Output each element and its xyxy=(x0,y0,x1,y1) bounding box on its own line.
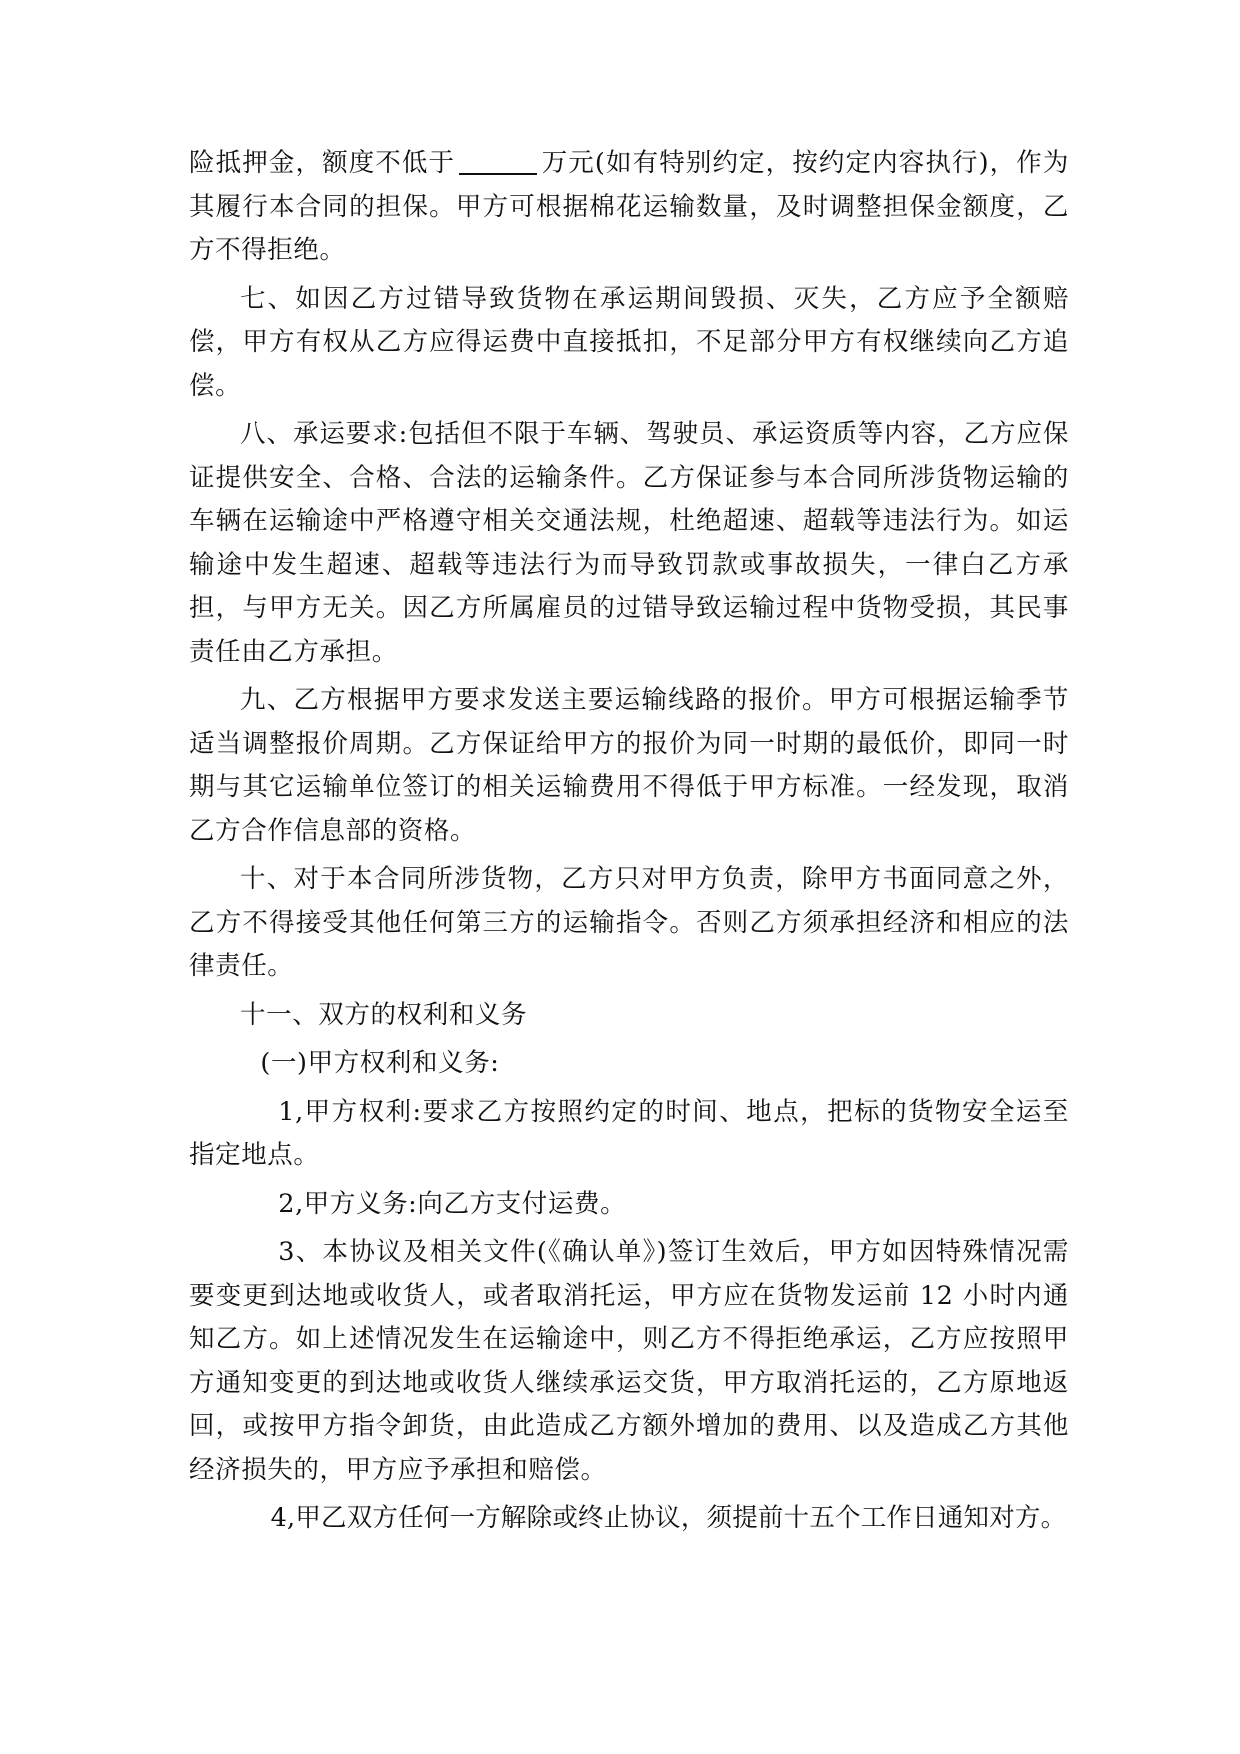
clause-11-item-3: 3、本协议及相关文件(《确认单》)签订生效后，甲方如因特殊情况需要变更到达地或收货人，或者取消托运，甲方应在货物发运前 12 小时内通知乙方。如上述情况发生在运输途中，则乙方不得拒绝承运，乙方应按照甲方通知变更的到达地或收货人继续承运交货，甲方取消托运的，乙方原地返回，或按甲方指令卸货，由此造成乙方额外增加的费用、以及造成乙方其他经济损失的，甲方应予承担和赔偿。 xyxy=(189,1237,1069,1485)
guarantee-text-after-blank: 万元(如有特别约定，按约定内容执行)，作为其履行本合同的担保。甲方可根据棉花运输数量，及时调整担保金额度，乙方不得拒绝。 xyxy=(189,148,1069,265)
amount-blank-line xyxy=(459,148,537,176)
clause-10: 十、对于本合同所涉货物，乙方只对甲方负责，除甲方书面同意之外，乙方不得接受其他任何第三方的运输指令。否则乙方须承担经济和相应的法律责任。 xyxy=(189,864,1069,981)
clause-11-heading: 十一、双方的权利和义务 xyxy=(240,999,528,1030)
guarantee-text-before-blank: 险抵押金，额度不低于 xyxy=(189,148,456,178)
clause-11-subheading-party-a: (一)甲方权利和义务: xyxy=(260,1048,500,1078)
clause-11-item-4: 4,甲乙双方任何一方解除或终止协议，须提前十五个工作日通知对方。 xyxy=(270,1503,1067,1533)
paragraph-guarantee-continuation xyxy=(189,142,1069,273)
clause-8: 八、承运要求:包括但不限于车辆、驾驶员、承运资质等内容，乙方应保证提供安全、合格、合法的运输条件。乙方保证参与本合同所涉货物运输的车辆在运输途中严格遵守相关交通法规，杜绝超速、超载等违法行为。如运输途中发生超速、超载等违法行为而导致罚款或事故损失，一律白乙方承担，与甲方无关。因乙方所属雇员的过错导致运输过程中货物受损，其民事责任由乙方承担。 xyxy=(189,419,1069,667)
document-page xyxy=(189,142,1069,1546)
clause-7: 七、如因乙方过错导致货物在承运期间毁损、灭失，乙方应予全额赔偿，甲方有权从乙方应得运费中直接抵扣，不足部分甲方有权继续向乙方追偿。 xyxy=(189,283,1069,401)
clause-11-item-1: 1,甲方权利:要求乙方按照约定的时间、地点，把标的货物安全运至指定地点。 xyxy=(189,1096,1069,1170)
clause-9: 九、乙方根据甲方要求发送主要运输线路的报价。甲方可根据运输季节适当调整报价周期。乙方保证给甲方的报价为同一时期的最低价，即同一时期与其它运输单位签订的相关运输费用不得低于甲方标准。一经发现，取消乙方合作信息部的资格。 xyxy=(189,685,1069,846)
clause-11-item-2: 2,甲方义务:向乙方支付运费。 xyxy=(278,1188,627,1219)
